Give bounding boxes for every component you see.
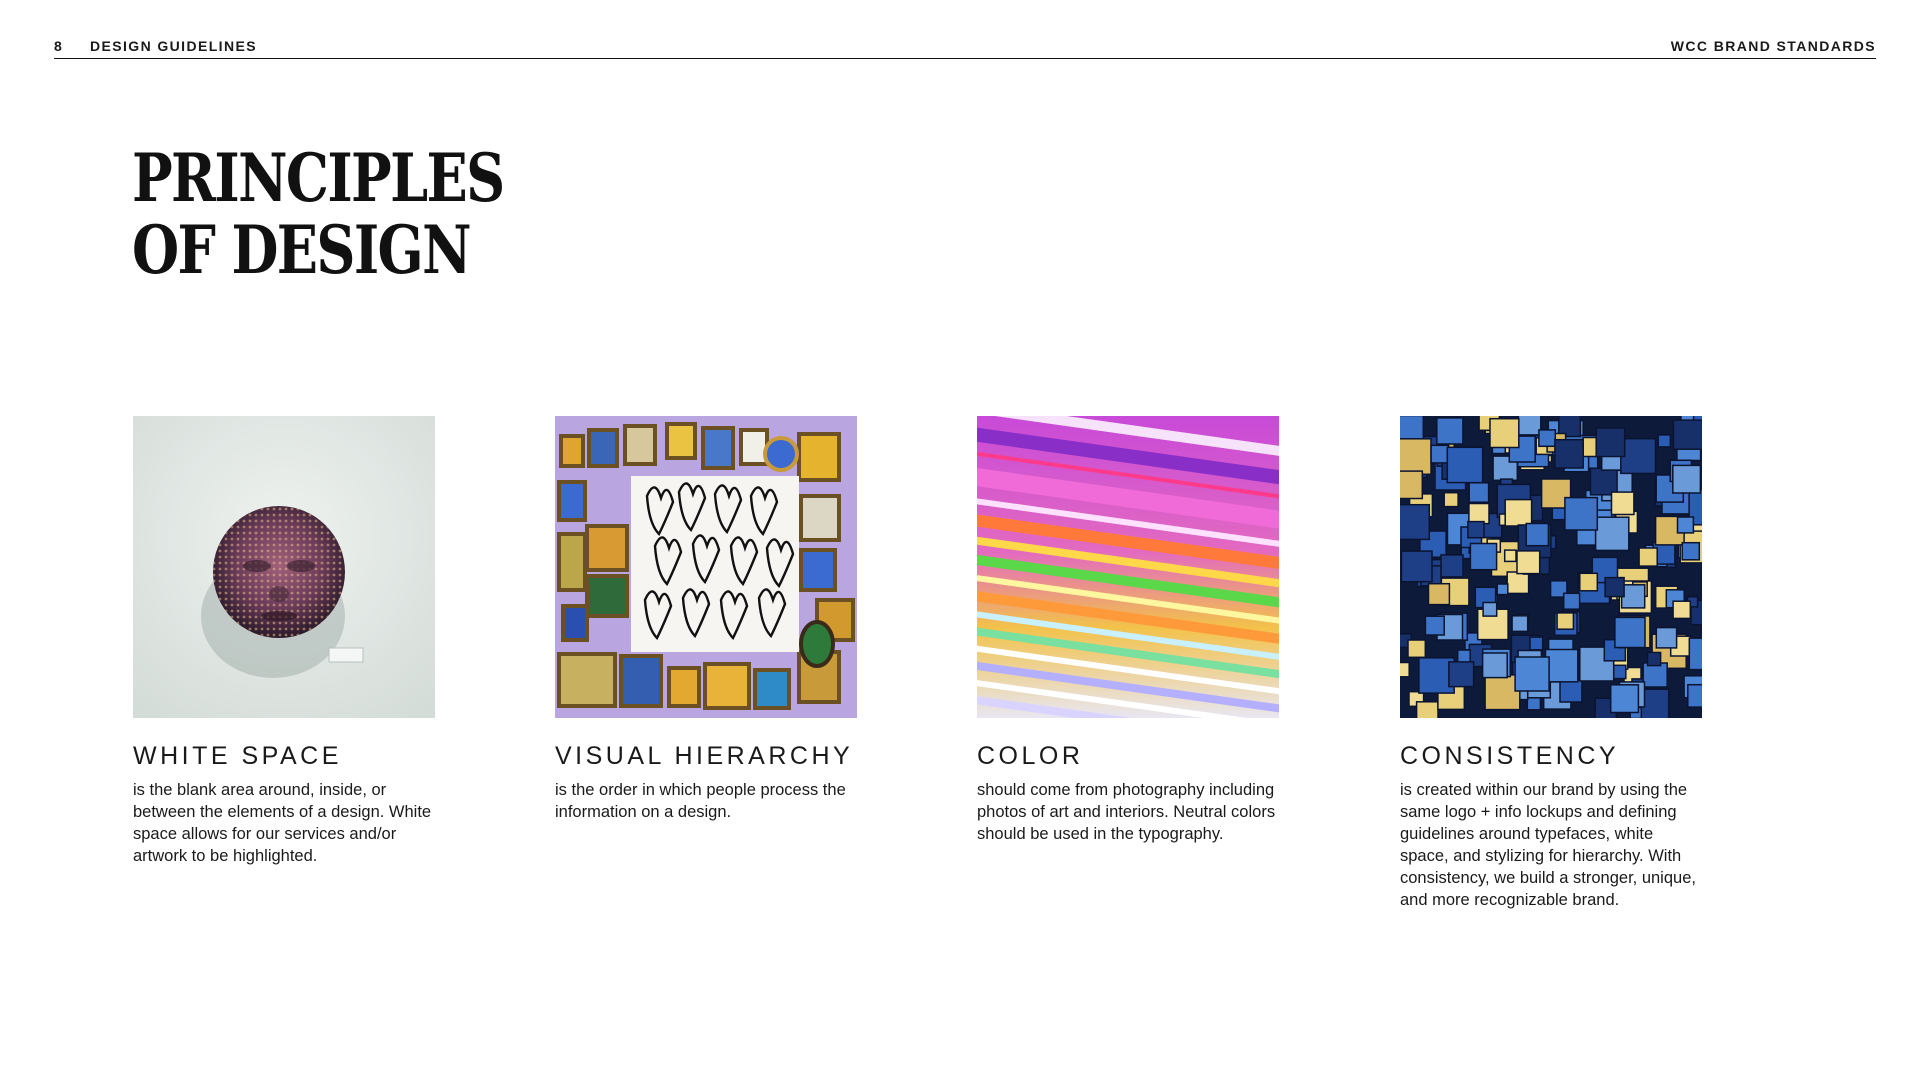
principle-heading: COLOR [977, 742, 1084, 770]
principle-description: is the order in which people process the information on a design. [555, 781, 846, 821]
principle-description: is the blank area around, inside, or between the elements of a design. White space allows for our services and/or artwork to be highlighted. [133, 781, 432, 865]
principle-heading: VISUAL HIERARCHY [555, 742, 854, 770]
gallery-wall-photo [555, 416, 857, 718]
principle-white-space [133, 416, 443, 867]
page-title-line-1: PRINCIPLES [132, 139, 504, 217]
page-header [54, 38, 1876, 59]
section-title: DESIGN GUIDELINES [90, 38, 257, 54]
principle-heading: WHITE SPACE [133, 742, 342, 770]
principle-color [977, 416, 1287, 845]
neon-lights-photo [977, 416, 1279, 718]
page-title [132, 139, 504, 289]
mask-artwork-photo [133, 416, 435, 718]
principle-description: is created within our brand by using the same logo + info lockups and defining guidelines around typefaces, white space, and stylizing for hierarchy. With consistency, we build a stronger, unique, and more recognizable brand. [1400, 781, 1696, 909]
principle-description: should come from photography including photos of art and interiors. Neutral colors should be used in the typography. [977, 781, 1276, 843]
principle-consistency [1400, 416, 1710, 911]
brand-title: WCC BRAND STANDARDS [1670, 38, 1876, 54]
page-number: 8 [54, 38, 64, 54]
wood-blocks-photo [1400, 416, 1702, 718]
principle-heading: CONSISTENCY [1400, 742, 1620, 770]
page-title-line-2: OF DESIGN [132, 211, 470, 289]
principle-visual-hierarchy [555, 416, 865, 823]
